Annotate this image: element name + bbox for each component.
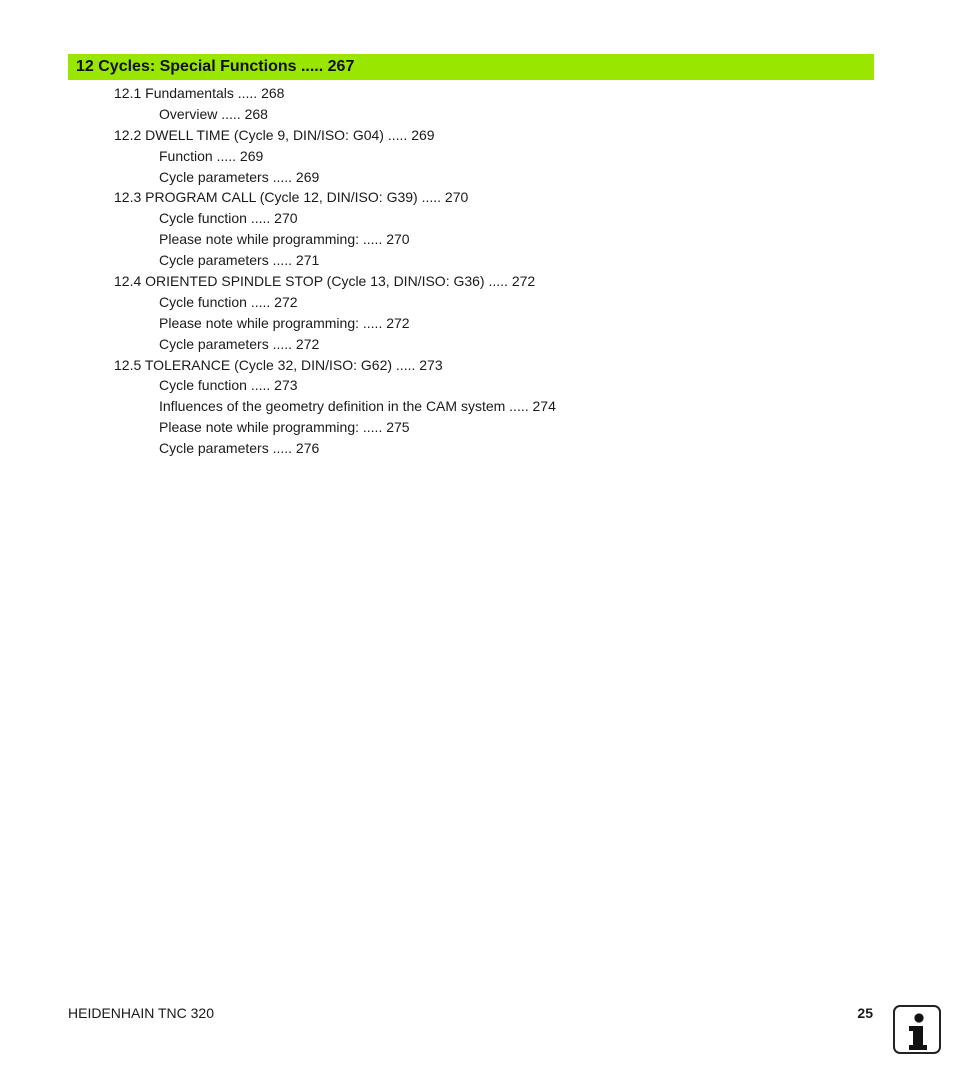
toc-entry-programming-notes[interactable]: Please note while programming: ..... 275: [159, 419, 410, 436]
toc-entry-cycle-function[interactable]: Cycle function ..... 272: [159, 293, 298, 310]
table-of-contents: [0, 83, 954, 459]
toc-entry-programming-notes[interactable]: Please note while programming: ..... 270: [159, 231, 410, 248]
toc-entry-12-4[interactable]: 12.4 ORIENTED SPINDLE STOP (Cycle 13, DIN/ISO: G36) ..... 272: [114, 273, 536, 290]
chapter-heading-bar: [68, 54, 874, 80]
toc-entry-cycle-parameters[interactable]: Cycle parameters ..... 269: [159, 168, 320, 185]
toc-entry-cycle-parameters[interactable]: Cycle parameters ..... 272: [159, 335, 320, 352]
toc-entry-12-5[interactable]: 12.5 TOLERANCE (Cycle 32, DIN/ISO: G62) ..... 273: [114, 356, 443, 373]
chapter-title[interactable]: 12 Cycles: Special Functions ..... 267: [76, 58, 355, 75]
toc-entry-12-1[interactable]: 12.1 Fundamentals ..... 268: [114, 85, 285, 101]
toc-entry-function[interactable]: Function ..... 269: [159, 147, 264, 164]
toc-entry-cycle-parameters[interactable]: Cycle parameters ..... 271: [159, 252, 320, 269]
toc-entry-programming-notes[interactable]: Please note while programming: ..... 272: [159, 314, 410, 331]
info-icon: [893, 1005, 941, 1054]
toc-entry-cycle-function[interactable]: Cycle function ..... 273: [159, 377, 298, 394]
toc-entry-cycle-function[interactable]: Cycle function ..... 270: [159, 210, 298, 227]
page-number: 25: [857, 1005, 873, 1021]
toc-entry-12-2[interactable]: 12.2 DWELL TIME (Cycle 9, DIN/ISO: G04) ..... 269: [114, 126, 435, 143]
toc-entry-cycle-parameters[interactable]: Cycle parameters ..... 276: [159, 440, 320, 457]
toc-entry-12-3[interactable]: 12.3 PROGRAM CALL (Cycle 12, DIN/ISO: G39) ..... 270: [114, 189, 469, 206]
toc-entry-cam-influences[interactable]: Influences of the geometry definition in the CAM system ..... 274: [159, 398, 556, 415]
footer-product-name: HEIDENHAIN TNC 320: [68, 1005, 215, 1021]
toc-entry-overview[interactable]: Overview ..... 268: [159, 105, 268, 122]
